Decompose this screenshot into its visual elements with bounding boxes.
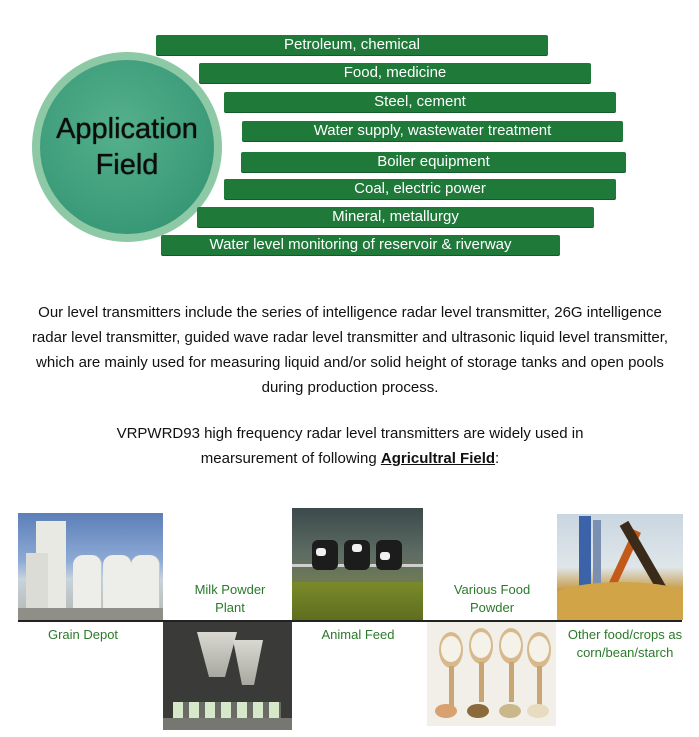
- field-bar-water-level: Water level monitoring of reservoir & riverway: [161, 235, 560, 255]
- field-bar-food: Food, medicine: [199, 63, 591, 83]
- grain-pile-photo: [557, 514, 683, 620]
- application-title: [56, 111, 198, 183]
- animal-feed-photo: [292, 508, 423, 620]
- food-powder-photo: [427, 622, 556, 726]
- caption-grain-depot: Grain Depot: [47, 627, 119, 642]
- agri-sentence-end: :: [495, 450, 500, 467]
- agri-sentence-text: VRPWRD93 high frequency radar level transmitters are widely used in mearsurement of following: [116, 425, 584, 467]
- field-bar-steel: Steel, cement: [224, 92, 616, 112]
- grain-depot-photo: [18, 513, 163, 620]
- milk-powder-plant-photo: [163, 622, 292, 730]
- field-bar-boiler: Boiler equipment: [241, 152, 626, 172]
- application-title-line2: Field: [95, 149, 159, 181]
- caption-other-crops: Other food/crops as corn/bean/starch: [567, 627, 683, 660]
- application-circle: [40, 60, 214, 234]
- field-bar-coal: Coal, electric power: [224, 179, 616, 199]
- agricultural-field-link[interactable]: Agricultral Field: [380, 450, 496, 467]
- caption-food-powder: Various Food Powder: [453, 582, 531, 615]
- field-bar-mineral: Mineral, metallurgy: [197, 207, 594, 227]
- intro-paragraph: Our level transmitters include the series of intelligence radar level transmitter, 26G intelligence radar level transmitter, guided wave radar level transmitter and ultrasonic liquid level transmitter, which are mainly used for measuring liquid and/or solid height of storage tanks and open pools during production process.: [31, 304, 669, 396]
- agri-sentence: [90, 421, 610, 471]
- gallery-divider: [18, 620, 682, 622]
- caption-animal-feed: Animal Feed: [321, 627, 395, 642]
- field-bar-petroleum: Petroleum, chemical: [156, 35, 548, 55]
- application-title-line1: Application: [56, 113, 198, 145]
- caption-milk-powder: Milk Powder Plant: [194, 582, 266, 615]
- field-bar-water-supply: Water supply, wastewater treatment: [242, 121, 623, 141]
